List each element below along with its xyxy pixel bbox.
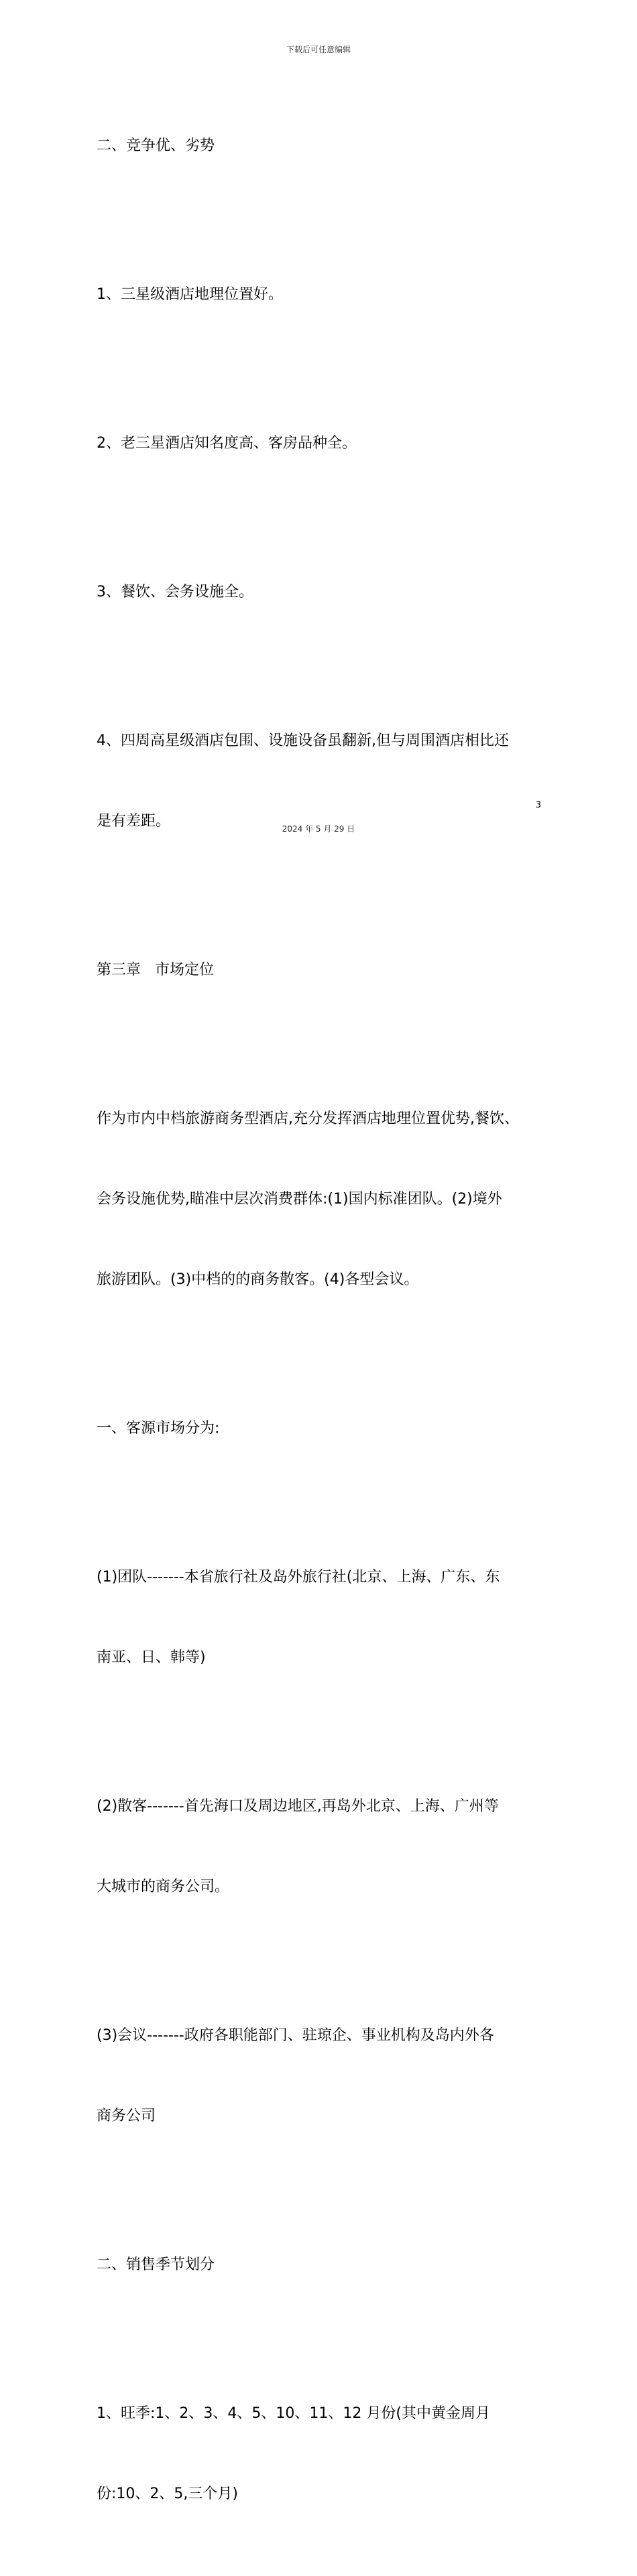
paragraph-line: 会务设施优势,瞄准中层次消费群体:(1)国内标准团队。(2)境外 xyxy=(97,1191,502,1208)
paragraph-line: 4、四周高星级酒店包围、设施设备虽翻新,但与周围酒店相比还 xyxy=(97,732,509,749)
paragraph-line: 大城市的商务公司。 xyxy=(97,1878,230,1895)
page-number: 3 xyxy=(535,800,541,810)
page-footer-date: 2024 年 5 月 29 日 xyxy=(282,824,355,834)
list-item-groups xyxy=(97,1510,542,1725)
paragraph-line: 第三章 市场定位 xyxy=(97,962,214,978)
section-heading-sales-seasons xyxy=(97,2198,542,2332)
chapter-heading-market-positioning xyxy=(97,903,542,1037)
paragraph-line: 二、竞争优、劣势 xyxy=(97,137,215,154)
page-header: 下载后可任意编辑 xyxy=(286,45,351,54)
list-item-advantage-1 xyxy=(97,228,542,362)
paragraph-line: (2)散客-------首先海口及周边地区,再岛外北京、上海、广州等 xyxy=(97,1798,499,1815)
list-item-disadvantage-4 xyxy=(97,674,542,889)
list-item-conferences xyxy=(97,1969,542,2183)
paragraph-line: 3、餐饮、会务设施全。 xyxy=(97,584,253,600)
list-item-advantage-3 xyxy=(97,525,542,659)
document-body xyxy=(97,79,542,2576)
list-item-individual-guests xyxy=(97,1740,542,1954)
paragraph-line: 是有差距。 xyxy=(97,813,171,830)
paragraph-line: 1、旺季:1、2、3、4、5、10、11、12 月份(其中黄金周月 xyxy=(97,2405,490,2422)
paragraph-line: 二、销售季节划分 xyxy=(97,2256,215,2273)
paragraph-line: (3)会议-------政府各职能部门、驻琼企、事业机构及岛内外各 xyxy=(97,2027,494,2044)
list-item-advantage-2 xyxy=(97,377,542,511)
paragraph-line: 1、三星级酒店地理位置好。 xyxy=(97,286,283,303)
paragraph-line: 南亚、日、韩等) xyxy=(97,1649,206,1666)
paragraph-positioning xyxy=(97,1052,542,1347)
section-heading-source-market xyxy=(97,1362,542,1496)
paragraph-line: 旅游团队。(3)中档的的商务散客。(4)各型会议。 xyxy=(97,1271,419,1288)
list-item-peak-season xyxy=(97,2347,542,2561)
paragraph-line: 2、老三星酒店知名度高、客房品种全。 xyxy=(97,435,357,452)
paragraph-line: (1)团队-------本省旅行社及岛外旅行社(北京、上海、广东、东 xyxy=(97,1569,500,1586)
paragraph-line: 一、客源市场分为: xyxy=(97,1420,220,1437)
paragraph-line: 份:10、2、5,三个月) xyxy=(97,2486,238,2502)
section-heading-competition xyxy=(97,79,542,213)
paragraph-line: 作为市内中档旅游商务型酒店,充分发挥酒店地理位置优势,餐饮、 xyxy=(97,1110,519,1127)
paragraph-line: 商务公司 xyxy=(97,2108,156,2124)
